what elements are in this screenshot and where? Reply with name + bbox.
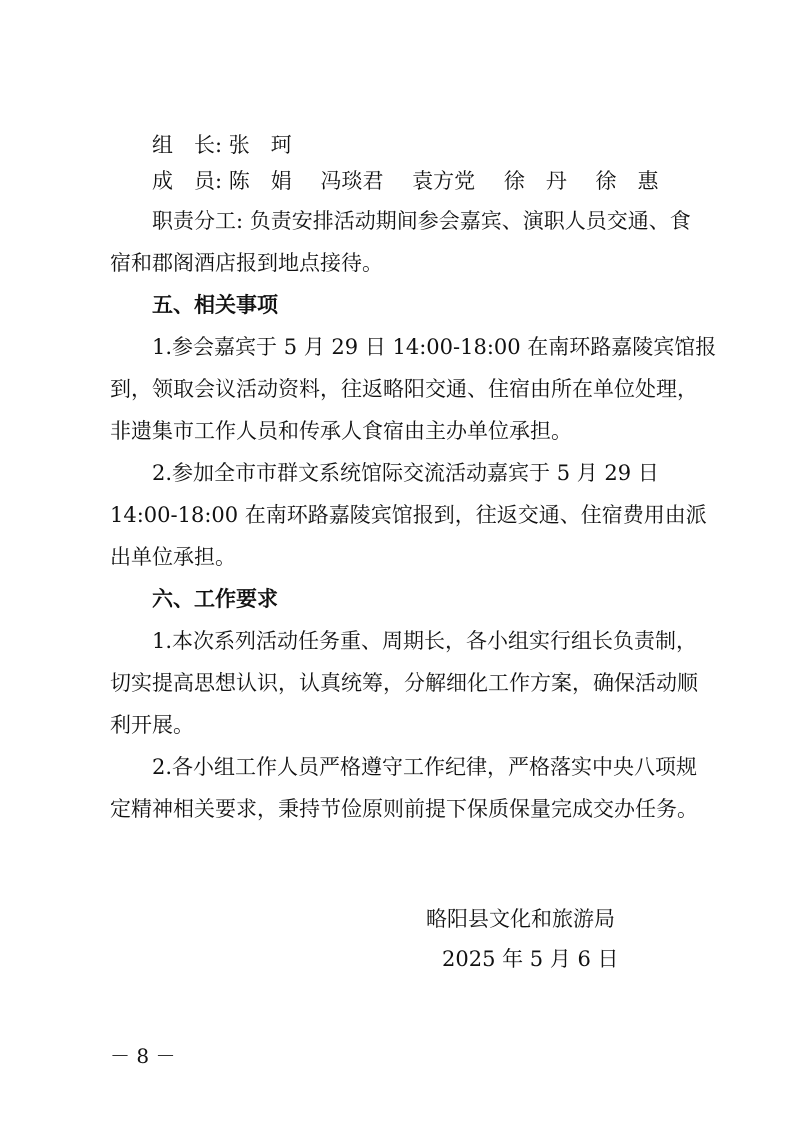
- member-name: 徐 惠: [595, 169, 659, 193]
- signature-date: 2025 年 5 月 6 日: [442, 947, 619, 971]
- section-6-heading: 六、工作要求: [152, 587, 278, 611]
- section-6-item-1-line-2: 切实提高思想认识，认真统筹，分解细化工作方案，确保活动顺: [110, 671, 698, 695]
- leader-label: 组 长:: [152, 133, 223, 157]
- group-leader-line: [152, 130, 752, 160]
- section-5-item-1-line-3: 非遗集市工作人员和传承人食宿由主办单位承担。: [110, 419, 572, 443]
- member-name: 陈 娟: [228, 169, 292, 193]
- page-number: － 8 －: [110, 1044, 176, 1068]
- section-5-item-2-line-2: 14:00-18:00 在南环路嘉陵宾馆报到，往返交通、住宿费用由派: [110, 503, 707, 527]
- leader-name: 张 珂: [228, 133, 292, 157]
- section-5-item-1-line-2: 到，领取会议活动资料，往返略阳交通、住宿由所在单位处理，: [110, 377, 698, 401]
- members-label: 成 员:: [152, 169, 223, 193]
- section-6-item-1-line-1: 1.本次系列活动任务重、周期长，各小组实行组长负责制，: [152, 629, 698, 653]
- group-members-line: [152, 166, 752, 196]
- section-5-heading: 五、相关事项: [152, 293, 278, 317]
- section-6-item-1-line-3: 利开展。: [110, 713, 194, 737]
- section-5-item-2-line-1: 2.参加全市市群文系统馆际交流活动嘉宾于 5 月 29 日: [152, 461, 659, 485]
- section-5-item-2-line-3: 出单位承担。: [110, 545, 236, 569]
- member-name: 袁方党: [412, 169, 476, 193]
- signature-organization: 略阳县文化和旅游局: [426, 907, 615, 931]
- section-6-item-2-line-1: 2.各小组工作人员严格遵守工作纪律，严格落实中央八项规: [152, 755, 698, 779]
- member-name: 徐 丹: [503, 169, 567, 193]
- member-name: 冯琰君: [320, 169, 384, 193]
- section-6-item-2-line-2: 定精神相关要求，秉持节俭原则前提下保质保量完成交办任务。: [110, 797, 698, 821]
- duty-line-1: 职责分工: 负责安排活动期间参会嘉宾、演职人员交通、食: [152, 209, 691, 233]
- duty-line-2: 宿和郡阁酒店报到地点接待。: [110, 251, 383, 275]
- section-5-item-1-line-1: 1.参会嘉宾于 5 月 29 日 14:00-18:00 在南环路嘉陵宾馆报: [152, 335, 717, 359]
